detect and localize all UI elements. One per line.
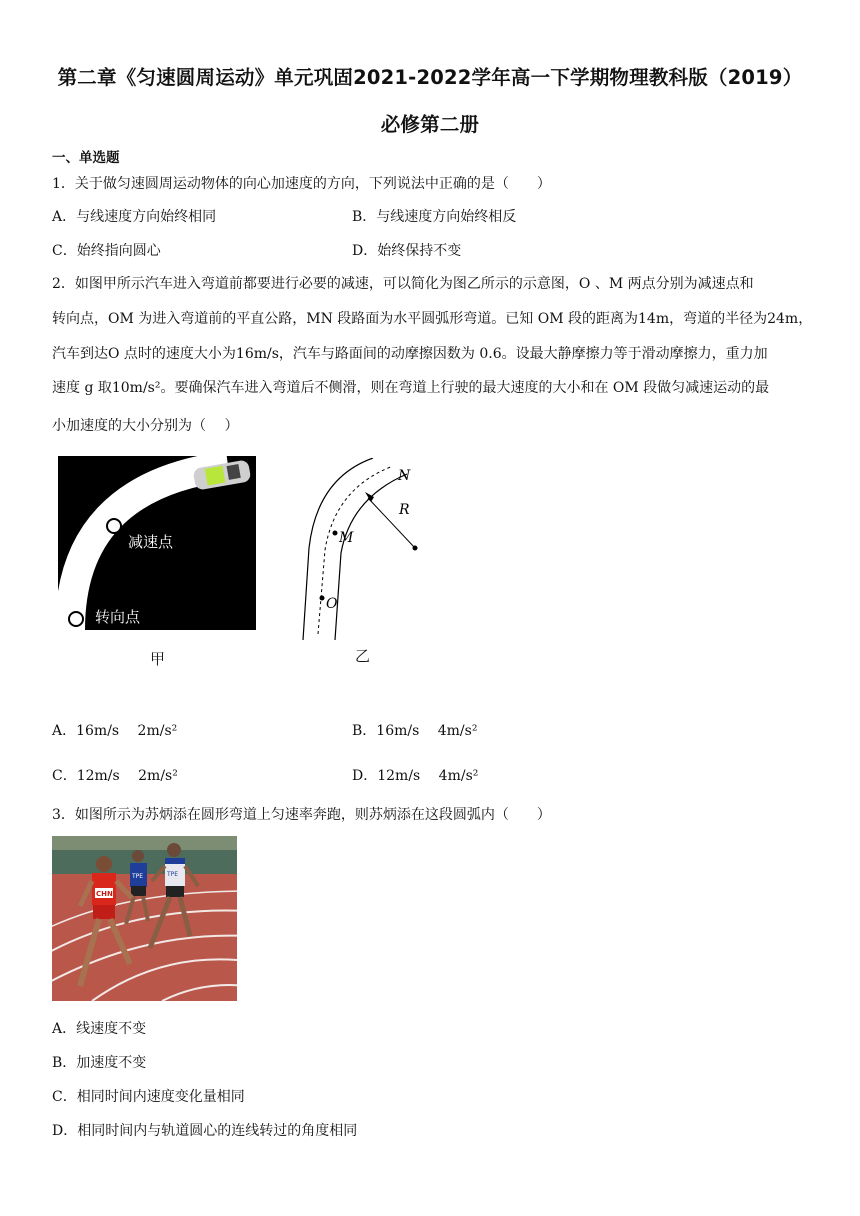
question-2-option-a: A．16m/s 2m/s² [52,723,178,739]
question-2-option-b: B．16m/s 4m/s² [352,723,478,739]
section-heading: 一、单选题 [52,150,120,166]
question-1-stem: 1．关于做匀速圆周运动物体的向心加速度的方向，下列说法中正确的是（ ） [52,176,551,192]
question-1-option-d: D．始终保持不变 [352,243,462,259]
question-3-option-a: A．线速度不变 [52,1021,147,1037]
label-o: O [326,596,338,612]
figure-jia-caption: 甲 [150,650,166,668]
figure-yi-caption: 乙 [355,647,371,665]
question-2-line-2: 转向点，OM 为进入弯道前的平直公路，MN 段路面为水平圆弧形弯道。已知 OM 段的距离为14m，弯道的半径为24m， [52,311,813,327]
bib-front-runner: CHN [96,890,113,898]
question-1-option-a: A．与线速度方向始终相同 [52,209,217,225]
question-2-option-d: D．12m/s 4m/s² [352,768,479,784]
question-2-line-4: 速度 g 取10m/s²。要确保汽车进入弯道后不侧滑，则在弯道上行驶的最大速度的大小和在 OM 段做匀减速运动的最 [52,380,770,396]
turning-point-marker [69,612,83,626]
figure-jia-photo [58,456,256,630]
question-3-option-d: D．相同时间内与轨道圆心的连线转过的角度相同 [52,1123,358,1139]
sprinters-photo [52,836,237,1001]
question-3-stem: 3．如图所示为苏炳添在圆形弯道上匀速率奔跑，则苏炳添在这段圆弧内（ ） [52,807,551,823]
label-m: M [339,530,354,546]
question-2-line-1: 2．如图甲所示汽车进入弯道前都要进行必要的减速，可以简化为图乙所示的示意图，O 、M 两点分别为减速点和 [52,276,754,292]
figure-yi-diagram [295,458,430,643]
document-title-line2: 必修第二册 [380,113,480,136]
label-turning-point: 转向点 [95,608,141,626]
question-2-line-5: 小加速度的大小分别为（ ） [52,418,239,434]
label-r: R [399,502,410,518]
bib-middle-runner: TPE [167,871,179,878]
question-3-option-c: C．相同时间内速度变化量相同 [52,1089,245,1105]
label-n: N [398,468,411,484]
document-title-line1: 第二章《匀速圆周运动》单元巩固2021-2022学年高一下学期物理教科版（2019） [57,66,803,89]
question-1-option-c: C．始终指向圆心 [52,243,161,259]
bib-back-runner: TPE [132,873,144,880]
question-3-option-b: B．加速度不变 [52,1055,147,1071]
deceleration-point-marker [107,519,121,533]
question-2-line-3: 汽车到达O 点时的速度大小为16m/s，汽车与路面间的动摩擦因数为 0.6。设最大静摩擦力等于滑动摩擦力，重力加 [52,346,768,362]
question-2-option-c: C．12m/s 2m/s² [52,768,178,784]
question-1-option-b: B．与线速度方向始终相反 [352,209,517,225]
label-deceleration-point: 减速点 [128,533,174,551]
